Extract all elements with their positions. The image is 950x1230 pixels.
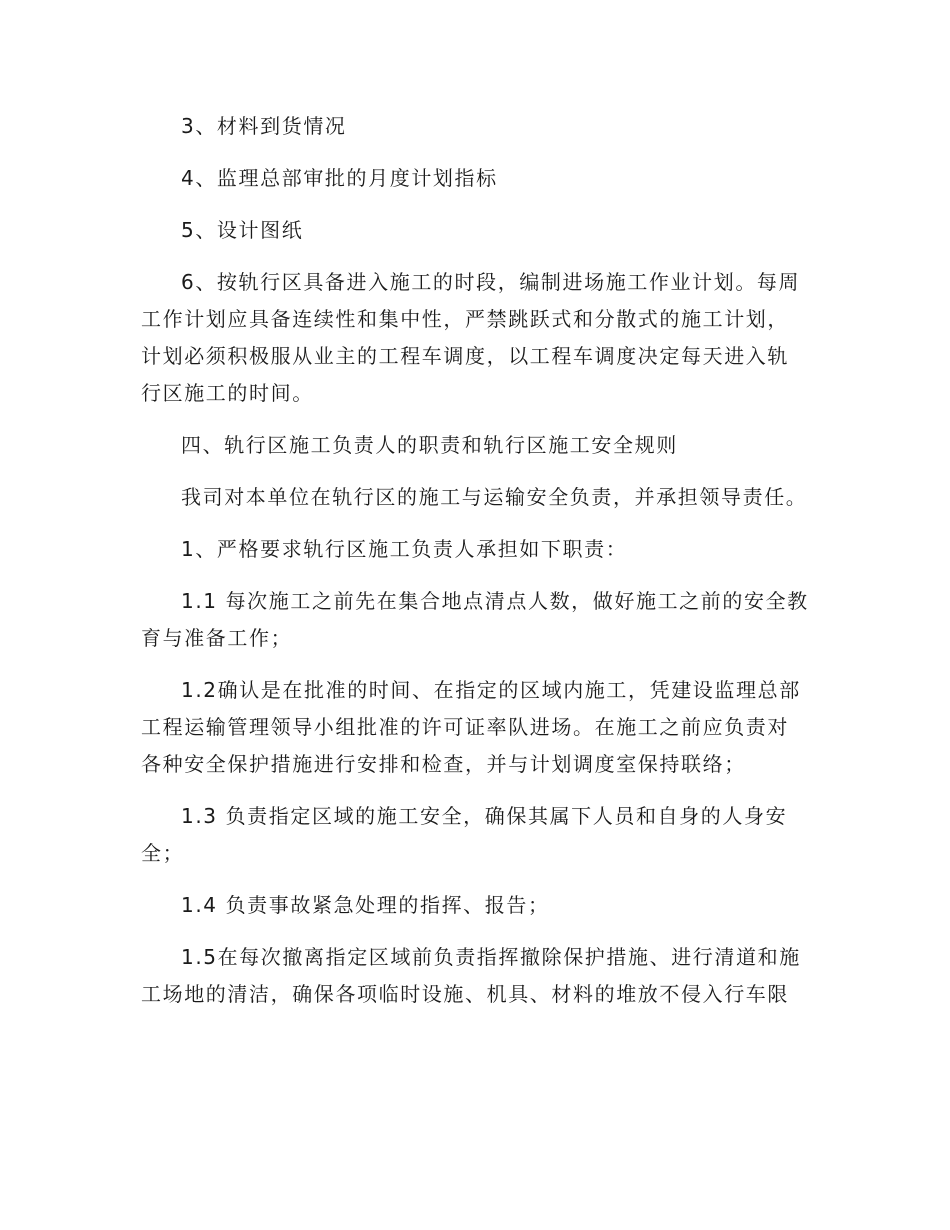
- paragraph-duty-1-1: 1.1 每次施工之前先在集合地点清点人数，做好施工之前的安全教育与准备工作；: [141, 589, 809, 650]
- paragraph-duty-1-3: 1.3 负责指定区域的施工安全，确保其属下人员和自身的人身安全；: [141, 804, 788, 865]
- paragraph-company-responsibility: 我司对本单位在轨行区的施工与运输安全负责，并承担领导责任。: [181, 485, 808, 509]
- paragraph-monthly-plan: 4、监理总部审批的月度计划指标: [181, 166, 498, 190]
- section-heading-responsibilities: 四、轨行区施工负责人的职责和轨行区施工安全规则: [181, 433, 678, 457]
- paragraph-design-drawings: 5、设计图纸: [181, 218, 304, 242]
- paragraph-duty-1-5: 1.5在每次撤离指定区域前负责指挥撤除保护措施、进行清道和施工场地的清洁，确保各项临时设施、机具、材料的堆放不侵入行车限: [141, 945, 801, 1006]
- paragraph-material-arrival: 3、材料到货情况: [181, 114, 347, 138]
- paragraph-duty-1-2: 1.2确认是在批准的时间、在指定的区域内施工，凭建设监理总部工程运输管理领导小组批准的许可证率队进场。在施工之前应负责对各种安全保护措施进行安排和检查，并与计划调度室保持联络；: [141, 678, 801, 776]
- document-body: [141, 108, 809, 1028]
- paragraph-duties-intro: 1、严格要求轨行区施工负责人承担如下职责：: [181, 537, 628, 561]
- paragraph-duty-1-4: 1.4 负责事故紧急处理的指挥、报告；: [181, 893, 550, 917]
- paragraph-work-schedule: 6、按轨行区具备进入施工的时段，编制进场施工作业计划。每周工作计划应具备连续性和集中性，严禁跳跃式和分散式的施工计划，计划必须积极服从业主的工程车调度，以工程车调度决定每天进入轨行区施工的时间。: [141, 270, 801, 405]
